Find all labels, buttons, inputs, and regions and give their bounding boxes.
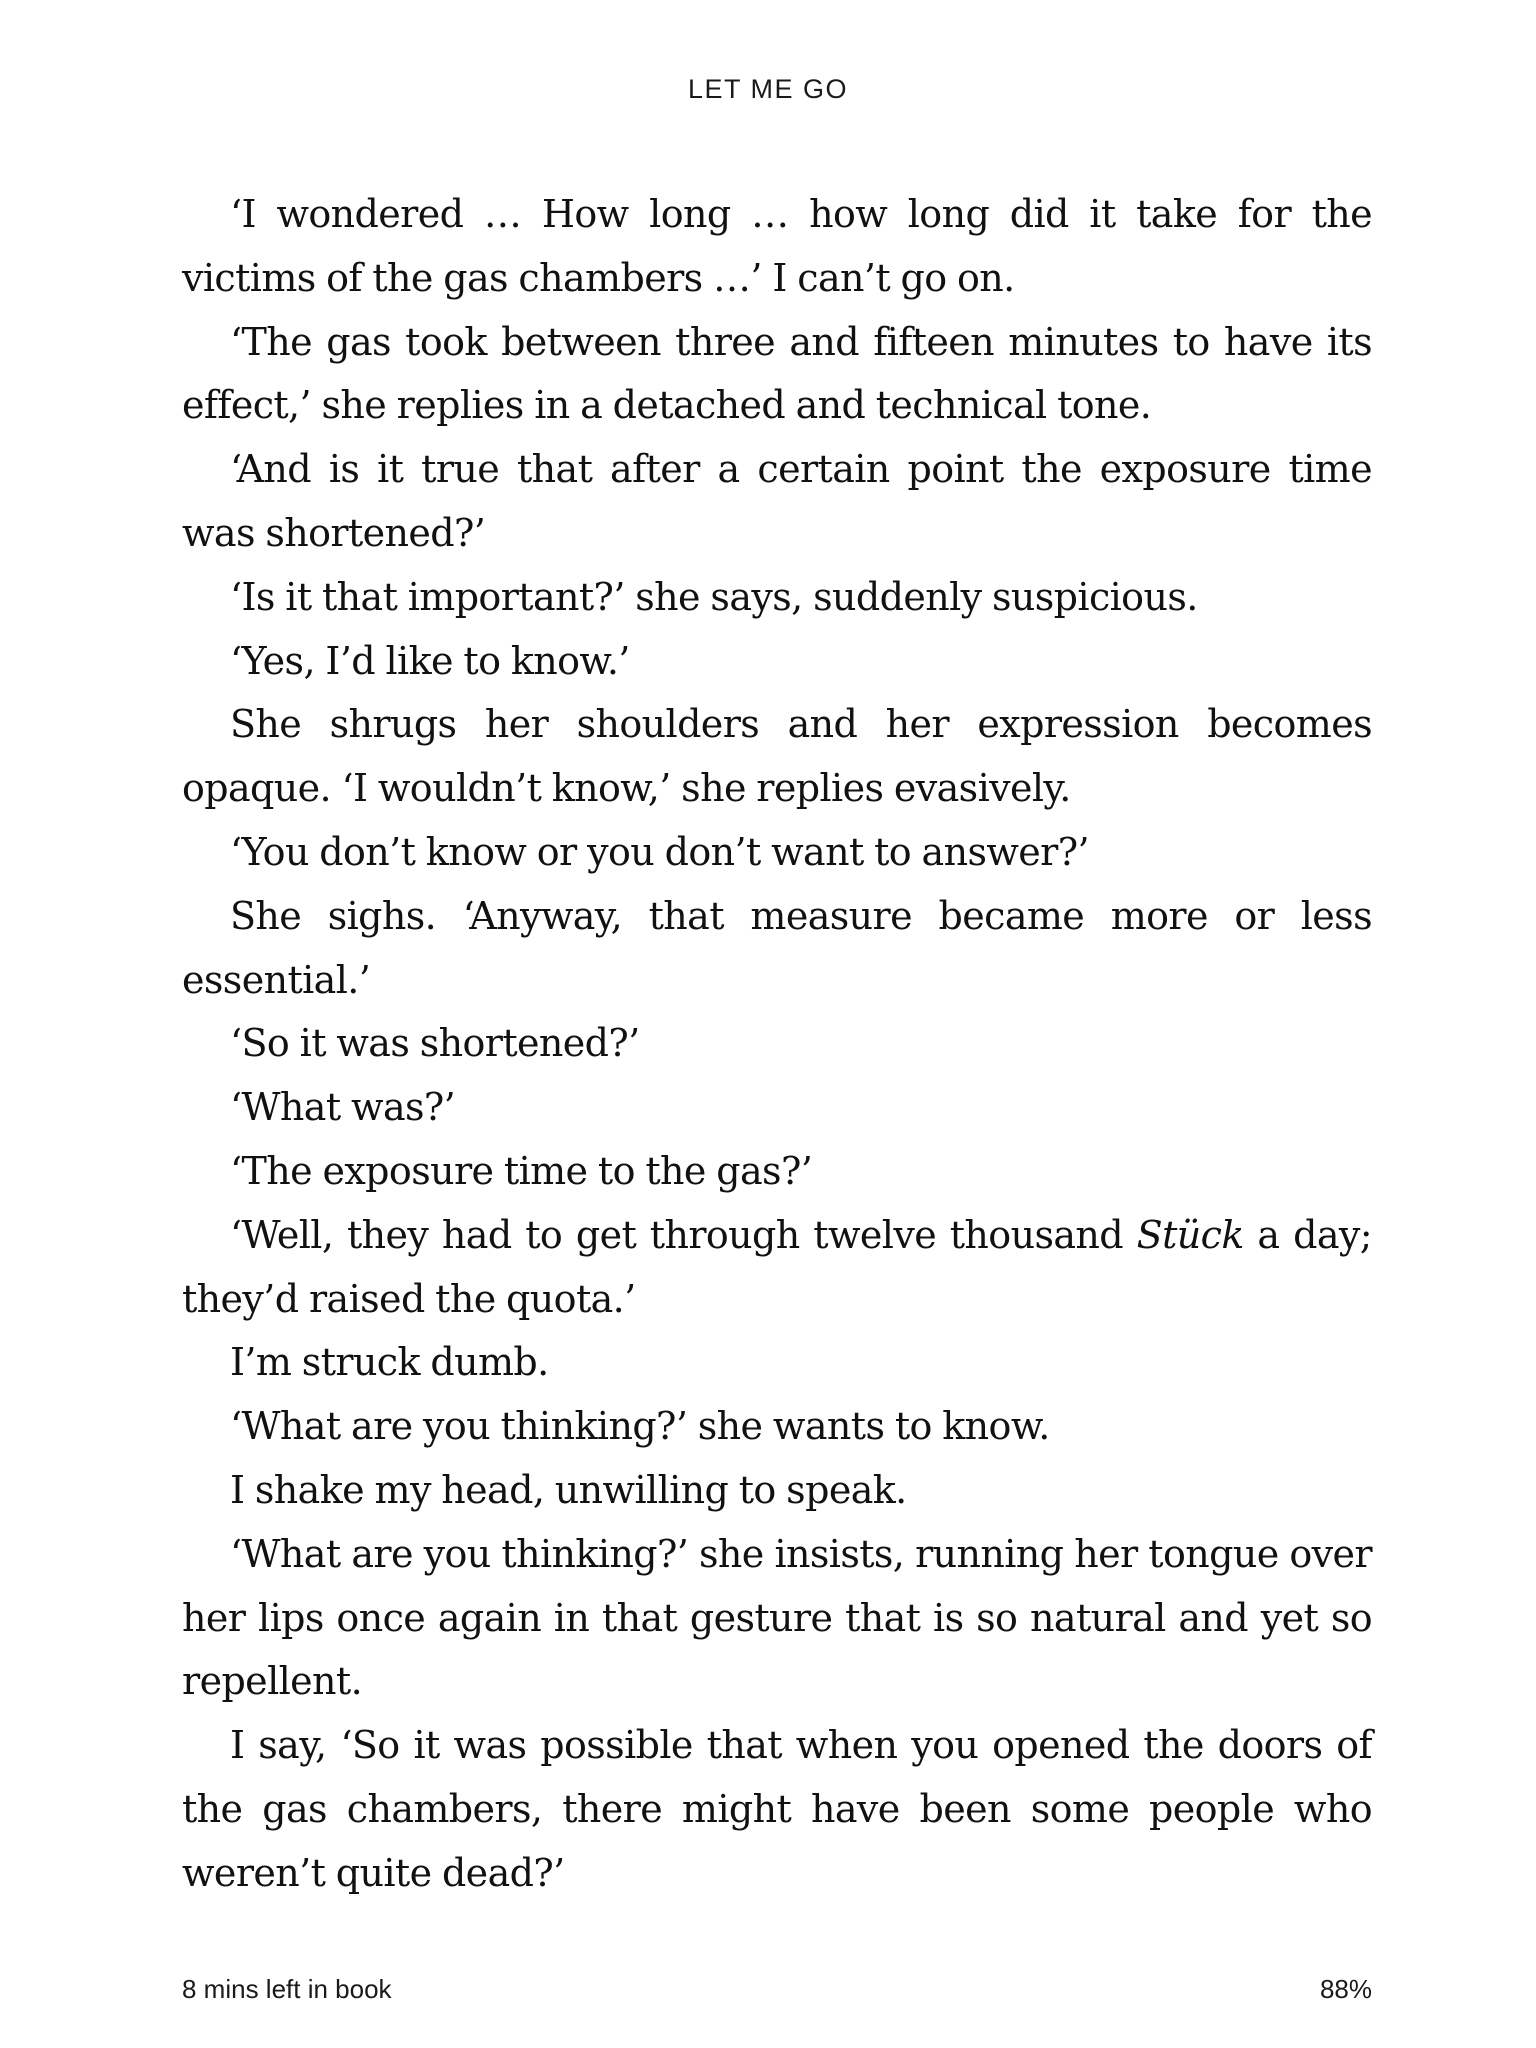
paragraph: ‘Yes, I’d like to know.’ bbox=[230, 638, 630, 683]
paragraph: ‘The gas took between three and fifteen minutes to have its effect,’ she replies in a detached and technical tone. bbox=[182, 319, 1372, 428]
paragraph: I’m struck dumb. bbox=[230, 1340, 549, 1385]
paragraph: ‘Is it that important?’ she says, suddenly suspicious. bbox=[230, 574, 1198, 619]
paragraph: ‘What are you thinking?’ she wants to know. bbox=[230, 1404, 1050, 1449]
paragraph-text: a day; they’d raised the quota.’ bbox=[182, 1212, 1372, 1321]
paragraph: ‘I wondered … How long … how long did it take for the victims of the gas chambers …’ I can’t go on. bbox=[182, 192, 1372, 300]
progress-percent[interactable]: 88% bbox=[1319, 1974, 1372, 2004]
time-left-label[interactable]: 8 mins left in book bbox=[182, 1974, 392, 2004]
paragraph: ‘So it was shortened?’ bbox=[230, 1021, 640, 1066]
paragraph: ‘What are you thinking?’ she insists, running her tongue over her lips once again in that gesture that is so natural and yet so repellent. bbox=[182, 1531, 1372, 1704]
paragraph bbox=[182, 1204, 1372, 1332]
paragraph: ‘What was?’ bbox=[230, 1085, 456, 1130]
italic-word: Stück bbox=[1136, 1212, 1244, 1257]
book-title: LET ME GO bbox=[687, 74, 849, 104]
paragraph: ‘And is it true that after a certain point the exposure time was shortened?’ bbox=[182, 447, 1372, 555]
paragraph: I say, ‘So it was possible that when you opened the doors of the gas chambers, there might have been some people who weren’t quite dead?’ bbox=[182, 1723, 1372, 1895]
paragraph: ‘The exposure time to the gas?’ bbox=[230, 1148, 813, 1193]
running-header bbox=[0, 74, 1536, 105]
paragraph: She shrugs her shoulders and her expression becomes opaque. ‘I wouldn’t know,’ she replies evasively. bbox=[182, 702, 1372, 811]
paragraph: She sighs. ‘Anyway, that measure became more or less essential.’ bbox=[182, 893, 1372, 1002]
paragraph-text: ‘Well, they had to get through twelve thousand bbox=[230, 1212, 1137, 1257]
page-body[interactable] bbox=[182, 183, 1372, 1906]
reading-footer bbox=[182, 1974, 1372, 2005]
paragraph: ‘You don’t know or you don’t want to answer?’ bbox=[230, 829, 1090, 874]
paragraph: I shake my head, unwilling to speak. bbox=[230, 1467, 907, 1512]
